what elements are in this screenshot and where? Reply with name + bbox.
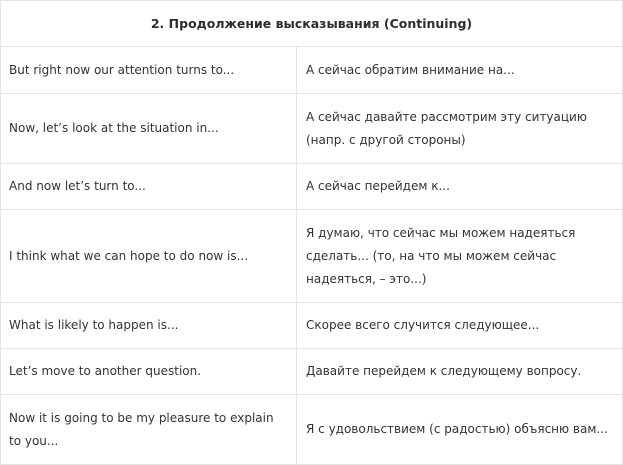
- russian-translation: Скорее всего случится следующее...: [297, 303, 623, 349]
- english-phrase: Now it is going to be my pleasure to explain to you...: [1, 395, 297, 465]
- english-phrase: Now, let’s look at the situation in...: [1, 94, 297, 164]
- russian-translation: Давайте перейдем к следующему вопросу.: [297, 349, 623, 395]
- english-phrase: But right now our attention turns to...: [1, 47, 297, 94]
- table-row: [1, 395, 623, 465]
- table-row: [1, 303, 623, 349]
- russian-translation: А сейчас давайте рассмотрим эту ситуацию (напр. с другой стороны): [297, 94, 623, 164]
- table-header-row: [1, 1, 623, 47]
- section-heading: 2. Продолжение высказывания (Continuing): [1, 1, 623, 47]
- russian-translation: А сейчас обратим внимание на...: [297, 47, 623, 94]
- russian-translation: Я думаю, что сейчас мы можем надеяться сделать... (то, на что мы можем сейчас надеяться, – это...): [297, 210, 623, 303]
- english-phrase: I think what we can hope to do now is...: [1, 210, 297, 303]
- table-row: [1, 164, 623, 210]
- english-phrase: What is likely to happen is...: [1, 303, 297, 349]
- russian-translation: А сейчас перейдем к...: [297, 164, 623, 210]
- table-row: [1, 47, 623, 94]
- table-row: [1, 349, 623, 395]
- table-row: [1, 94, 623, 164]
- english-phrase: Let’s move to another question.: [1, 349, 297, 395]
- russian-translation: Я с удовольствием (с радостью) объясню вам...: [297, 395, 623, 465]
- table-row: [1, 210, 623, 303]
- english-phrase: And now let’s turn to...: [1, 164, 297, 210]
